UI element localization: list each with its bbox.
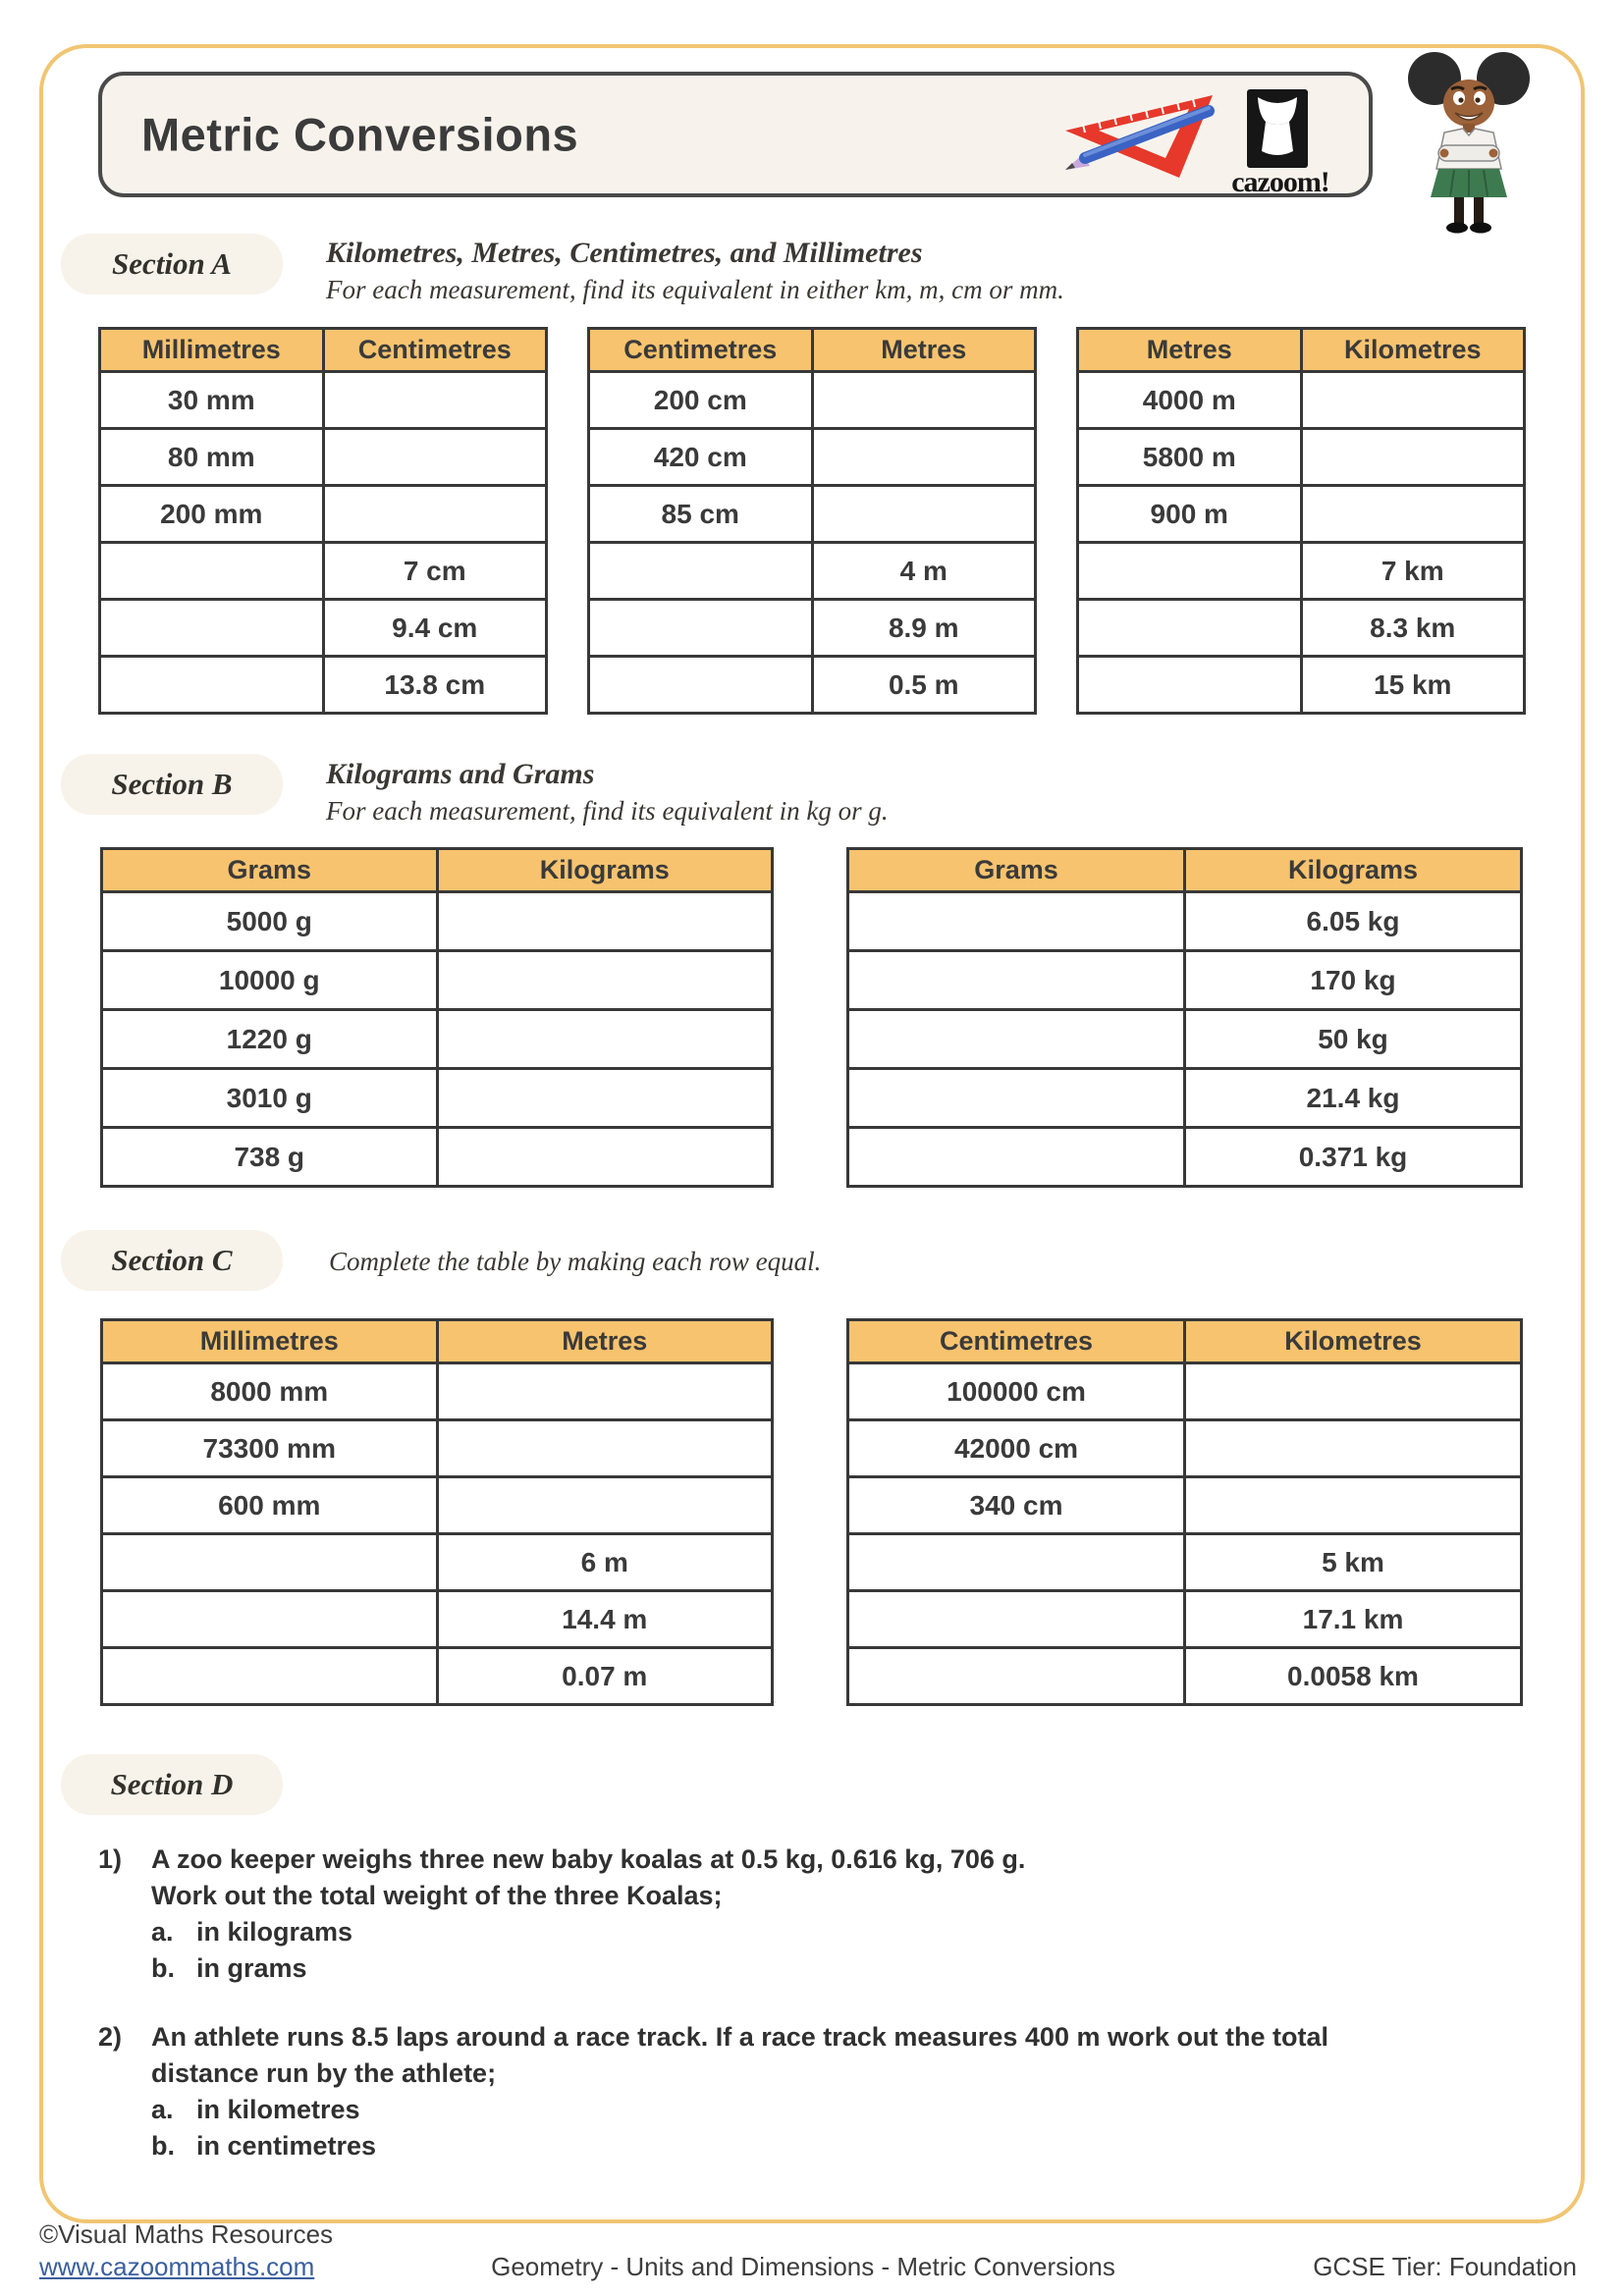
column-header: Kilograms [1185,849,1522,892]
question-2b-text: in centimetres [196,2131,377,2161]
table-centimetres-metres [587,327,1037,715]
table-header-row [848,849,1522,892]
table-row [1078,600,1525,657]
table-row [1078,429,1525,486]
column-header: Millimetres [102,1320,438,1363]
table-row [589,657,1036,714]
question-2 [98,2022,1328,2167]
value-cell: 8000 mm [102,1363,438,1420]
question-2-line-2: distance run by the athlete; [151,2058,497,2088]
table-millimetres-metres [100,1318,774,1706]
answer-cell [437,1069,773,1128]
table-row [102,1534,773,1591]
table-row [102,1591,773,1648]
column-header: Grams [102,849,438,892]
table-row [102,1477,773,1534]
value-cell: 7 cm [323,543,547,600]
table-row [848,1010,1522,1069]
value-cell: 900 m [1078,486,1302,543]
table-row [848,1420,1522,1477]
footer-copyright: ©Visual Maths Resources [39,2219,334,2249]
column-header: Metres [1078,329,1302,372]
table-row [100,429,547,486]
value-cell: 17.1 km [1185,1591,1522,1648]
answer-cell [102,1648,438,1705]
table-header-row [1078,329,1525,372]
table-row [100,600,547,657]
question-2-line-1: An athlete runs 8.5 laps around a race track. If a race track measures 400 m work out the total [151,2022,1328,2052]
answer-cell [589,543,813,600]
value-cell: 21.4 kg [1185,1069,1522,1128]
answer-cell [848,1010,1185,1069]
answer-cell [437,1363,773,1420]
value-cell: 100000 cm [848,1363,1185,1420]
value-cell: 42000 cm [848,1420,1185,1477]
answer-cell [437,892,773,951]
cazoom-logo-text: cazoom! [1231,166,1329,198]
value-cell: 80 mm [100,429,324,486]
column-header: Grams [848,849,1185,892]
table-grams-kilograms-2 [846,847,1523,1188]
column-header: Millimetres [100,329,324,372]
table-row [848,1534,1522,1591]
question-1a-letter: a. [151,1917,174,1947]
answer-cell [102,1534,438,1591]
table-row [848,1591,1522,1648]
table-row [848,1069,1522,1128]
value-cell: 85 cm [589,486,813,543]
answer-cell [100,600,324,657]
column-header: Centimetres [589,329,813,372]
column-header: Kilometres [1301,329,1525,372]
table-row [589,543,1036,600]
title-box [98,72,1373,197]
question-2a-text: in kilometres [196,2095,360,2124]
table-row [100,543,547,600]
answer-cell [100,543,324,600]
answer-cell [589,600,813,657]
question-1 [98,1844,1025,1990]
column-header: Metres [812,329,1036,372]
column-header: Centimetres [848,1320,1185,1363]
question-1b-letter: b. [151,1953,175,1983]
answer-cell [323,372,547,429]
answer-cell [437,1128,773,1187]
answer-cell [437,1477,773,1534]
table-row [102,1069,773,1128]
value-cell: 8.9 m [812,600,1036,657]
value-cell: 14.4 m [437,1591,773,1648]
value-cell: 30 mm [100,372,324,429]
section-a-label: Section A [61,234,283,294]
value-cell: 6 m [437,1534,773,1591]
value-cell: 4000 m [1078,372,1302,429]
value-cell: 9.4 cm [323,600,547,657]
value-cell: 7 km [1301,543,1525,600]
question-2-number: 2) [98,2022,123,2052]
value-cell: 200 cm [589,372,813,429]
column-header: Kilograms [437,849,773,892]
section-b-heading: Kilograms and Grams [326,758,595,790]
answer-cell [1185,1420,1522,1477]
answer-cell [102,1591,438,1648]
value-cell: 8.3 km [1301,600,1525,657]
column-header: Centimetres [323,329,547,372]
table-row [102,1128,773,1187]
table-row [589,600,1036,657]
table-row [1078,372,1525,429]
column-header: Kilometres [1185,1320,1522,1363]
table-row [589,372,1036,429]
table-row [102,951,773,1010]
answer-cell [848,1128,1185,1187]
answer-cell [1301,486,1525,543]
answer-cell [1185,1477,1522,1534]
answer-cell [848,1069,1185,1128]
value-cell: 50 kg [1185,1010,1522,1069]
question-1-line-2: Work out the total weight of the three Koalas; [151,1881,723,1910]
table-row [848,1128,1522,1187]
question-2b-letter: b. [151,2131,175,2161]
value-cell: 738 g [102,1128,438,1187]
value-cell: 5 km [1185,1534,1522,1591]
table-row [102,1648,773,1705]
value-cell: 6.05 kg [1185,892,1522,951]
answer-cell [848,1534,1185,1591]
answer-cell [1078,657,1302,714]
answer-cell [323,429,547,486]
value-cell: 200 mm [100,486,324,543]
table-row [848,1477,1522,1534]
value-cell: 0.0058 km [1185,1648,1522,1705]
answer-cell [1301,429,1525,486]
question-1a-text: in kilograms [196,1917,353,1947]
table-centimetres-kilometres [846,1318,1523,1706]
answer-cell [1078,543,1302,600]
table-row [1078,657,1525,714]
section-c-label: Section C [61,1230,283,1291]
answer-cell [848,951,1185,1010]
answer-cell [1078,600,1302,657]
value-cell: 4 m [812,543,1036,600]
value-cell: 0.5 m [812,657,1036,714]
table-header-row [102,1320,773,1363]
table-header-row [589,329,1036,372]
answer-cell [437,951,773,1010]
section-d-label: Section D [61,1754,283,1815]
value-cell: 170 kg [1185,951,1522,1010]
value-cell: 340 cm [848,1477,1185,1534]
page-title: Metric Conversions [141,108,579,161]
section-a-subheading: For each measurement, find its equivalent in either km, m, cm or mm. [326,275,1064,304]
answer-cell [812,372,1036,429]
answer-cell [812,486,1036,543]
answer-cell [1185,1363,1522,1420]
section-c-instruction: Complete the table by making each row equal. [329,1247,822,1276]
table-row [102,1010,773,1069]
value-cell: 3010 g [102,1069,438,1128]
answer-cell [100,657,324,714]
answer-cell [848,1591,1185,1648]
table-row [848,892,1522,951]
value-cell: 0.07 m [437,1648,773,1705]
footer-topic: Geometry - Units and Dimensions - Metric Conversions [491,2252,1115,2281]
value-cell: 5800 m [1078,429,1302,486]
table-row [1078,543,1525,600]
table-row [102,1420,773,1477]
table-millimetres-centimetres [98,327,548,715]
value-cell: 10000 g [102,951,438,1010]
value-cell: 420 cm [589,429,813,486]
table-row [848,951,1522,1010]
table-row [1078,486,1525,543]
student-mascot-image [1394,49,1543,236]
footer-website-link[interactable]: www.cazoommaths.com [39,2252,315,2281]
answer-cell [437,1010,773,1069]
table-row [848,1363,1522,1420]
table-header-row [848,1320,1522,1363]
value-cell: 73300 mm [102,1420,438,1477]
section-a-heading: Kilometres, Metres, Centimetres, and Millimetres [326,237,923,269]
table-row [102,1363,773,1420]
table-header-row [100,329,547,372]
table-header-row [102,849,773,892]
table-row [100,657,547,714]
value-cell: 13.8 cm [323,657,547,714]
set-square-pencil-icon [1063,87,1220,186]
question-2a-letter: a. [151,2095,174,2124]
answer-cell [589,657,813,714]
table-row [100,486,547,543]
answer-cell [848,892,1185,951]
value-cell: 1220 g [102,1010,438,1069]
cazoom-drum-logo-icon [1247,89,1308,168]
table-row [589,486,1036,543]
section-b-subheading: For each measurement, find its equivalent in kg or g. [326,796,889,826]
column-header: Metres [437,1320,773,1363]
question-1b-text: in grams [196,1953,307,1983]
footer-tier: GCSE Tier: Foundation [1313,2252,1577,2281]
value-cell: 0.371 kg [1185,1128,1522,1187]
table-row [848,1648,1522,1705]
table-row [100,372,547,429]
value-cell: 5000 g [102,892,438,951]
answer-cell [437,1420,773,1477]
answer-cell [1301,372,1525,429]
answer-cell [812,429,1036,486]
question-1-number: 1) [98,1844,123,1874]
table-row [589,429,1036,486]
table-row [102,892,773,951]
question-1-line-1: A zoo keeper weighs three new baby koalas at 0.5 kg, 0.616 kg, 706 g. [151,1844,1026,1874]
answer-cell [848,1648,1185,1705]
table-metres-kilometres [1076,327,1526,715]
answer-cell [323,486,547,543]
value-cell: 600 mm [102,1477,438,1534]
value-cell: 15 km [1301,657,1525,714]
section-b-label: Section B [61,754,283,815]
table-grams-kilograms-1 [100,847,774,1188]
